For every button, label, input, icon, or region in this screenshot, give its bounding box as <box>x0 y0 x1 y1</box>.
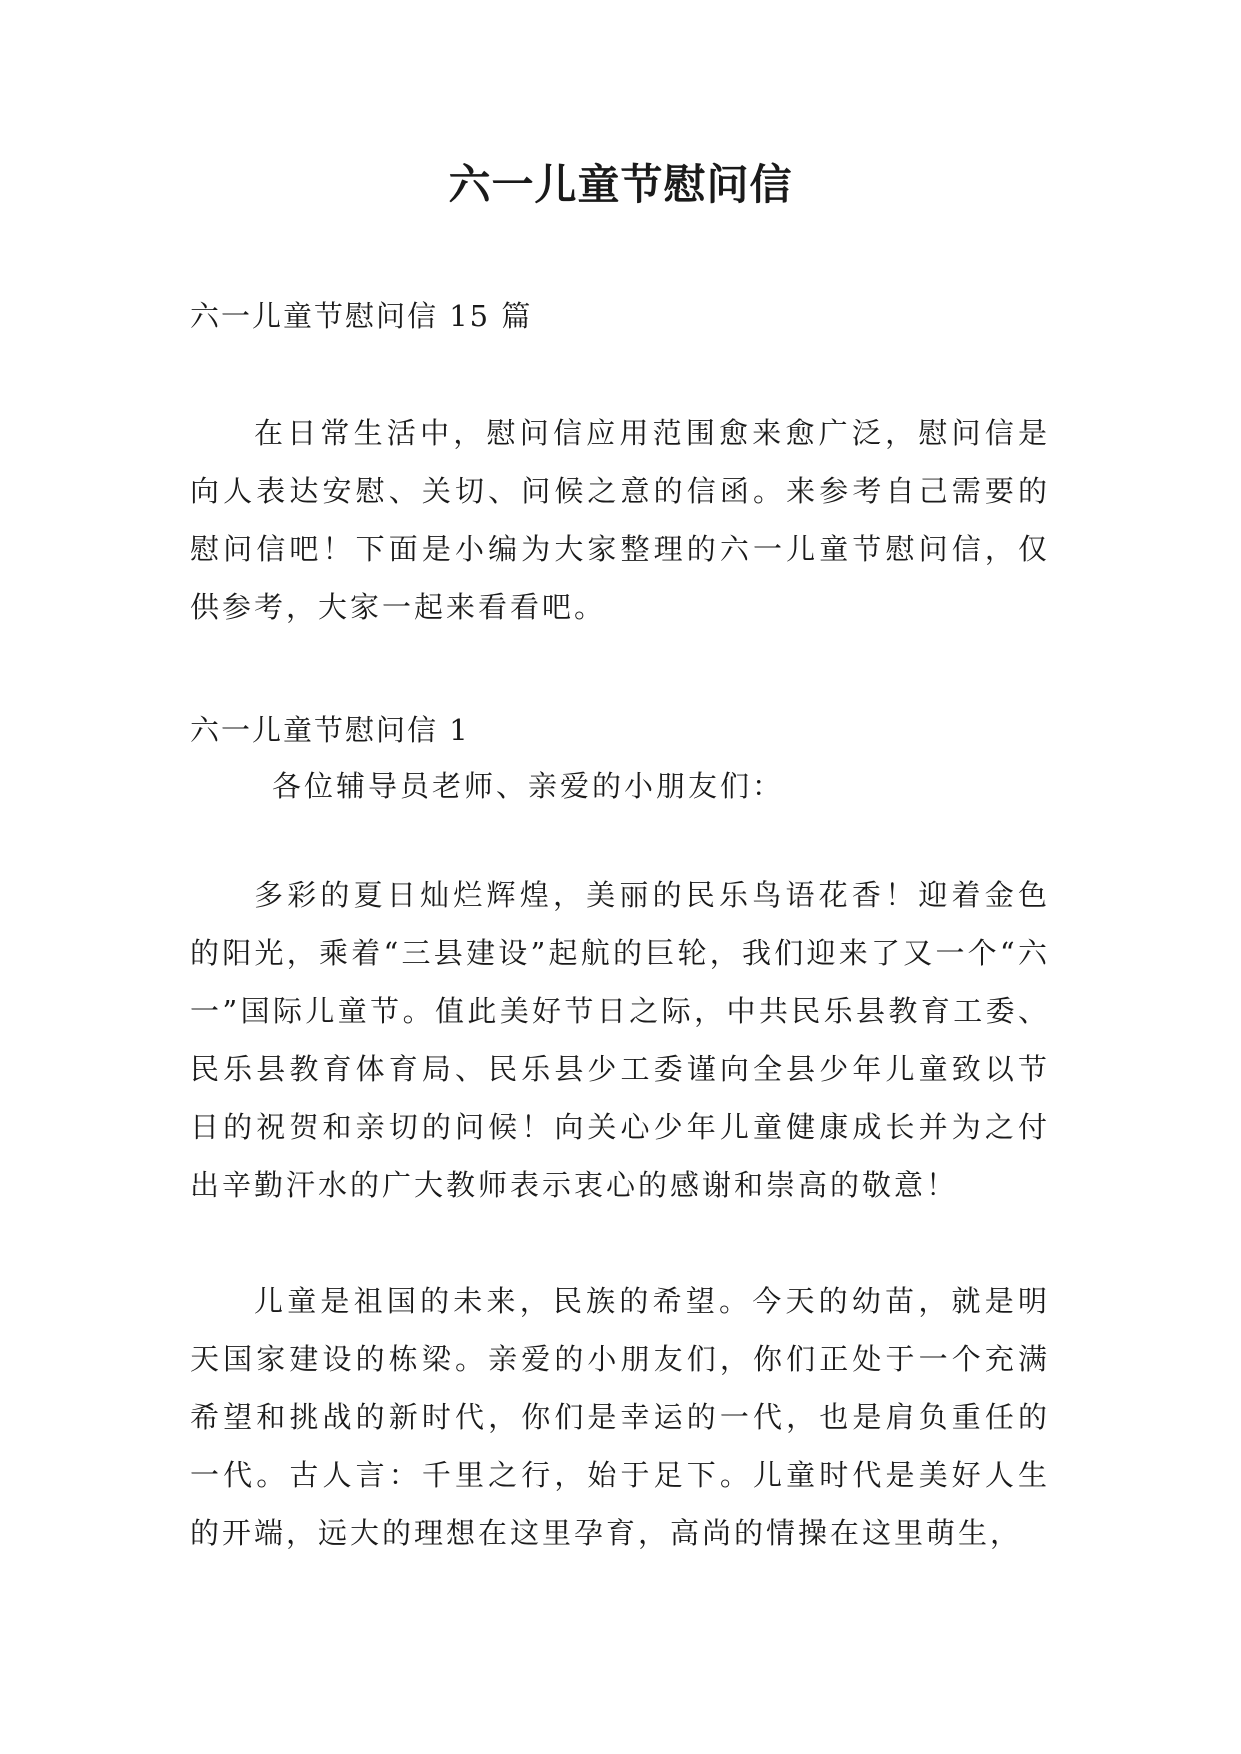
body-paragraph: 多彩的夏日灿烂辉煌，美丽的民乐鸟语花香！迎着金色的阳光，乘着“三县建设”起航的巨轮，我们迎来了又一个“六一”国际儿童节。值此美好节日之际，中共民乐县教育工委、民乐县教育体育局、民乐县少工委谨向全县少年儿童致以节日的祝贺和亲切的问候！向关心少年儿童健康成长并为之付出辛勤汗水的广大教师表示衷心的感谢和崇高的敬意！ <box>190 878 1050 1202</box>
body-paragraph: 儿童是祖国的未来，民族的希望。今天的幼苗，就是明天国家建设的栋梁。亲爱的小朋友们，你们正处于一个充满希望和挑战的新时代，你们是幸运的一代，也是肩负重任的一代。古人言：千里之行，始于足下。儿童时代是美好人生的开端，远大的理想在这里孕育，高尚的情操在这里萌生， <box>190 1284 1050 1550</box>
page-title: 六一儿童节慰问信 <box>448 160 793 209</box>
letter-salutation: 各位辅导员老师、亲爱的小朋友们： <box>272 769 785 803</box>
intro-paragraph: 在日常生活中，慰问信应用范围愈来愈广泛，慰问信是向人表达安慰、关切、问候之意的信函。来参考自己需要的慰问信吧！下面是小编为大家整理的六一儿童节慰问信，仅供参考，大家一起来看看吧。 <box>190 416 1050 624</box>
document-subtitle: 六一儿童节慰问信 15 篇 <box>190 299 533 333</box>
section-heading: 六一儿童节慰问信 1 <box>190 713 470 747</box>
